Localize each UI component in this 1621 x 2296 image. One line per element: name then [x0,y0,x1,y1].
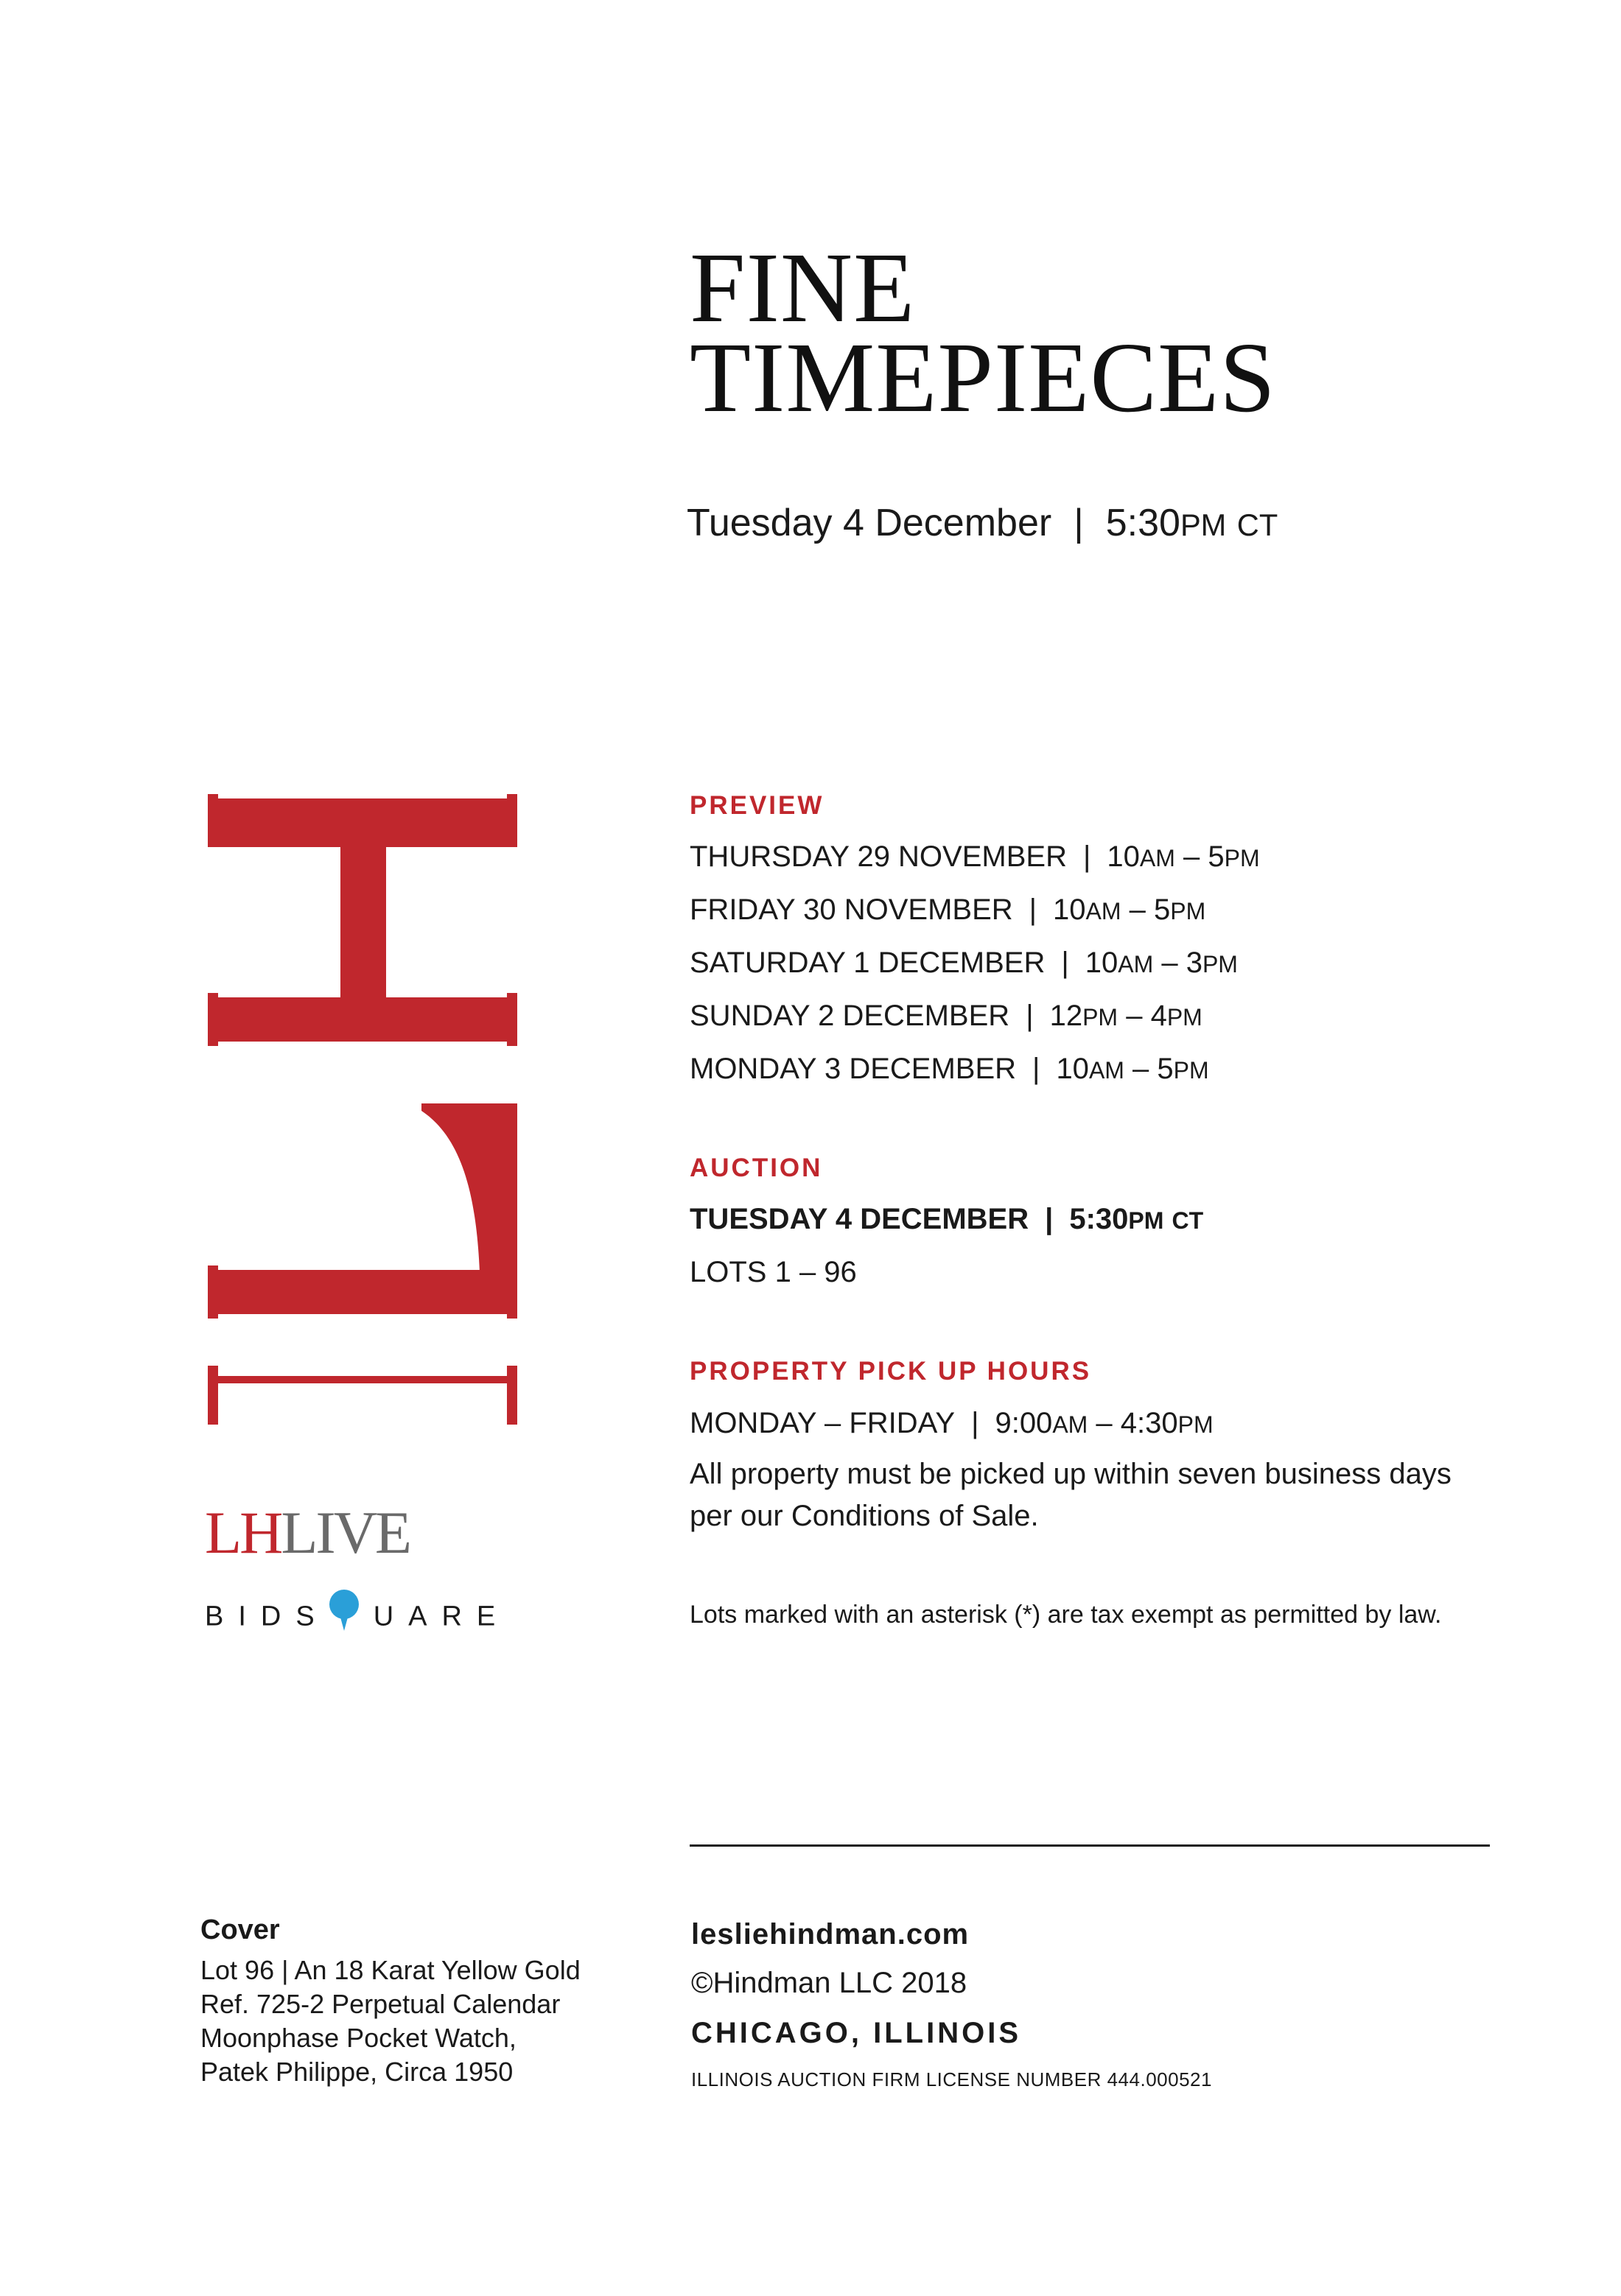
footer-divider [690,1844,1490,1847]
preview-day: FRIDAY 30 NOVEMBER [690,894,1013,926]
cover-label: Cover [200,1914,280,1945]
sale-ampm: PM [1180,508,1227,542]
pickup-note [690,1453,1452,1537]
preview-start-ampm: PM [1082,1004,1118,1031]
pickup-note-line-1: All property must be picked up within seven business days [690,1458,1452,1490]
cover-line-3: Moonphase Pocket Watch, [200,2023,517,2053]
divider-pipe: | [1045,1203,1054,1235]
copyright: ©Hindman LLC 2018 [691,1967,967,1999]
sale-timezone: CT [1236,508,1278,542]
pickup-note-line-2: per our Conditions of Sale. [690,1500,1039,1532]
pickup-start-ampm: AM [1052,1411,1088,1438]
divider-pipe: | [1082,840,1091,873]
divider-pipe: | [1061,947,1069,979]
preview-start: 10 [1107,840,1140,873]
preview-start: 10 [1053,894,1086,926]
preview-row: SATURDAY 1 DECEMBER | 10AM – 3PM [690,947,1238,979]
lhlive-logo [205,1500,410,1566]
pickup-end-ampm: PM [1177,1411,1214,1438]
preview-end-ampm: PM [1170,898,1206,924]
tax-exempt-note: Lots marked with an asterisk (*) are tax exempt as permitted by law. [690,1601,1442,1629]
preview-start-ampm: AM [1085,898,1121,924]
lhlive-logo-lh: LH [205,1499,281,1566]
preview-start: 10 [1085,947,1118,979]
license-number: ILLINOIS AUCTION FIRM LICENSE NUMBER 444.000521 [691,2068,1212,2090]
divider-pipe: | [1074,502,1084,544]
title-line-2: TIMEPIECES [690,323,1276,433]
sale-date-time [687,499,1278,549]
preview-end-ampm: PM [1224,845,1260,871]
bidsquare-logo-left: BIDS [205,1601,329,1632]
preview-heading: PREVIEW [690,791,824,820]
pickup-end: 4:30 [1120,1407,1178,1439]
preview-start: 10 [1056,1053,1089,1085]
pickup-heading: PROPERTY PICK UP HOURS [690,1357,1092,1386]
title-line-1: FINE [690,233,916,343]
preview-day: SATURDAY 1 DECEMBER [690,947,1046,979]
bidsquare-logo [205,1591,510,1645]
pickup-start: 9:00 [995,1407,1053,1439]
city: CHICAGO, ILLINOIS [691,2017,1021,2049]
preview-day: MONDAY 3 DECEMBER [690,1053,1017,1085]
preview-row: FRIDAY 30 NOVEMBER | 10AM – 5PM [690,894,1206,926]
auction-date-time [690,1201,1203,1238]
cover-description [200,1953,581,2089]
preview-end: 5 [1154,894,1171,926]
divider-pipe: | [971,1407,979,1439]
auction-time: 5:30 [1069,1203,1129,1235]
bidsquare-logo-right: UARE [373,1601,511,1632]
sale-time: 5:30 [1105,502,1180,544]
preview-day: THURSDAY 29 NOVEMBER [690,840,1067,873]
sale-day: Tuesday 4 December [687,502,1052,544]
preview-end-ampm: PM [1173,1057,1209,1084]
auction-heading: AUCTION [690,1154,823,1182]
auction-timezone: CT [1172,1207,1204,1234]
lh-monogram-logo [200,794,539,1431]
preview-end: 3 [1186,947,1202,979]
preview-end-ampm: PM [1202,951,1238,977]
preview-row: THURSDAY 29 NOVEMBER | 10AM – 5PM [690,840,1260,873]
preview-start-ampm: AM [1139,845,1175,871]
preview-start: 12 [1049,1000,1083,1032]
bidsquare-drop-icon [328,1588,360,1642]
lhlive-logo-live: LIVE [281,1499,410,1566]
preview-end: 5 [1157,1053,1174,1085]
preview-end: 5 [1208,840,1225,873]
preview-day: SUNDAY 2 DECEMBER [690,1000,1010,1032]
pickup-days: MONDAY – FRIDAY [690,1407,956,1439]
cover-line-2: Ref. 725-2 Perpetual Calendar [200,1989,561,2019]
page-title [690,233,1276,433]
auction-lots: LOTS 1 – 96 [690,1256,857,1288]
preview-row: MONDAY 3 DECEMBER | 10AM – 5PM [690,1053,1209,1085]
cover-line-1: Lot 96 | An 18 Karat Yellow Gold [200,1955,581,1985]
divider-pipe: | [1026,1000,1034,1032]
auction-day: TUESDAY 4 DECEMBER [690,1203,1029,1235]
divider-pipe: | [1029,894,1037,926]
preview-start-ampm: AM [1118,951,1154,977]
auction-ampm: PM [1128,1207,1164,1234]
divider-pipe: | [1032,1053,1040,1085]
preview-start-ampm: AM [1088,1057,1124,1084]
cover-line-4: Patek Philippe, Circa 1950 [200,2057,514,2087]
website-link[interactable]: lesliehindman.com [691,1918,970,1951]
preview-end-ampm: PM [1166,1004,1202,1031]
preview-row: SUNDAY 2 DECEMBER | 12PM – 4PM [690,1000,1202,1032]
pickup-hours: MONDAY – FRIDAY | 9:00AM – 4:30PM [690,1407,1214,1439]
preview-end: 4 [1150,1000,1167,1032]
